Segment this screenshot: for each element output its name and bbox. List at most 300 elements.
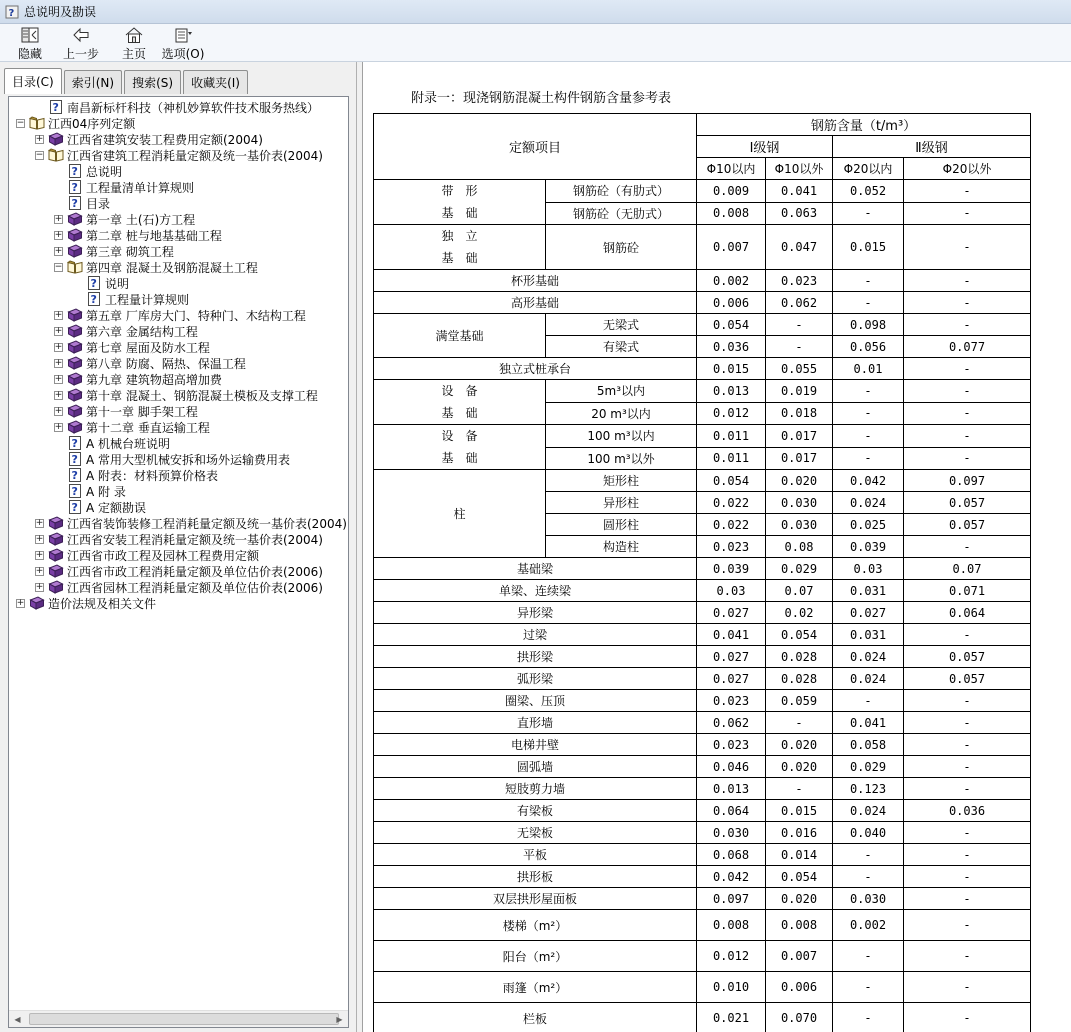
value-cell: 0.059 [766, 690, 833, 712]
nav-tabs [4, 70, 250, 94]
tree-item-label: 造价法规及相关文件 [48, 596, 157, 611]
row-label: 圆弧墙 [374, 756, 697, 778]
value-cell: - [904, 888, 1031, 910]
table-row [374, 624, 1031, 646]
tree-item[interactable] [9, 307, 348, 323]
header-grade2: Ⅱ级钢 [833, 136, 1031, 158]
row-label: 雨篷（m²） [374, 972, 697, 1003]
svg-text:?: ? [71, 181, 78, 194]
value-cell: 0.057 [904, 492, 1031, 514]
value-cell: 0.002 [697, 270, 766, 292]
value-cell: - [833, 1003, 904, 1032]
row-sublabel: 钢筋砼（无肋式） [546, 202, 697, 225]
value-cell: - [833, 972, 904, 1003]
table-row [374, 910, 1031, 941]
tree-item[interactable] [9, 179, 348, 195]
tree-item-label: 江西省园林工程消耗量定额及单位估价表(2006) [67, 580, 323, 595]
tree-item-label: 总说明 [86, 164, 123, 179]
help-page-icon [67, 467, 83, 483]
row-label: 杯形基础 [374, 270, 697, 292]
book-icon [48, 547, 64, 563]
tree-item[interactable] [9, 99, 348, 115]
row-sublabel: 矩形柱 [546, 470, 697, 492]
book-icon [48, 131, 64, 147]
options-label: 选项(O) [161, 47, 205, 61]
row-sublabel: 无梁式 [546, 314, 697, 336]
value-cell: 0.123 [833, 778, 904, 800]
book-icon [67, 227, 83, 243]
tree-item[interactable] [9, 339, 348, 355]
value-cell: 0.030 [766, 492, 833, 514]
value-cell: 0.03 [697, 580, 766, 602]
book-icon [67, 419, 83, 435]
value-cell: 0.057 [904, 514, 1031, 536]
tree-item-label: 第四章 混凝土及钢筋混凝土工程 [86, 260, 258, 275]
row-label: 异形梁 [374, 602, 697, 624]
row-label: 圈梁、压顶 [374, 690, 697, 712]
tree-item-label: 工程量计算规则 [105, 292, 190, 307]
value-cell: 0.006 [766, 972, 833, 1003]
book-icon [67, 387, 83, 403]
value-cell: - [766, 712, 833, 734]
table-row [374, 225, 1031, 270]
options-icon [173, 26, 193, 44]
value-cell: 0.016 [766, 822, 833, 844]
value-cell: 0.012 [697, 941, 766, 972]
value-cell: 0.021 [697, 1003, 766, 1032]
tree-item[interactable] [9, 243, 348, 259]
svg-text:?: ? [71, 165, 78, 178]
value-cell: 0.030 [697, 822, 766, 844]
book-icon [67, 323, 83, 339]
expand-plus-icon[interactable]: + [54, 389, 63, 400]
tree-item[interactable] [9, 163, 348, 179]
help-page-icon [67, 435, 83, 451]
tree-item-label: 第十二章 垂直运输工程 [86, 420, 210, 435]
rebar-content-table [373, 113, 1031, 1032]
tree-item-label: A 常用大型机械安拆和场外运输费用表 [86, 452, 291, 467]
row-sublabel: 100 m³以内 [546, 425, 697, 448]
value-cell: 0.08 [766, 536, 833, 558]
value-cell: 0.063 [766, 202, 833, 225]
tree-item-label: 江西省建筑安装工程费用定额(2004) [67, 132, 263, 147]
expand-plus-icon[interactable]: + [54, 309, 63, 320]
value-cell: 0.041 [697, 624, 766, 646]
table-row [374, 690, 1031, 712]
tab-index[interactable]: 索引(N) [64, 70, 122, 94]
tree-item-label: 第十章 混凝土、钢筋混凝土模板及支撑工程 [86, 388, 318, 403]
tree-spacer [54, 183, 63, 192]
tree-spacer [54, 167, 63, 176]
expand-plus-icon[interactable]: + [54, 341, 63, 352]
value-cell: 0.020 [766, 756, 833, 778]
collapse-minus-icon[interactable]: − [16, 117, 25, 128]
group-label: 满堂基础 [374, 314, 546, 358]
row-label: 弧形梁 [374, 668, 697, 690]
tree-item[interactable] [9, 499, 348, 515]
book-icon [48, 531, 64, 547]
value-cell: 0.062 [766, 292, 833, 314]
tree-item[interactable] [9, 595, 348, 611]
book-icon [67, 355, 83, 371]
tab-search[interactable]: 搜索(S) [124, 70, 181, 94]
value-cell: - [904, 910, 1031, 941]
value-cell: 0.029 [766, 558, 833, 580]
tree-item[interactable] [9, 387, 348, 403]
expand-plus-icon[interactable]: + [54, 325, 63, 336]
header-content: 钢筋含量（t/m³） [697, 114, 1031, 136]
value-cell: 0.012 [697, 402, 766, 425]
tree-item[interactable] [9, 259, 348, 275]
table-row [374, 972, 1031, 1003]
tree-item[interactable] [9, 419, 348, 435]
value-cell: 0.029 [833, 756, 904, 778]
tree-item[interactable] [9, 435, 348, 451]
tree-item[interactable] [9, 211, 348, 227]
row-label: 平板 [374, 844, 697, 866]
value-cell: - [766, 314, 833, 336]
header-grade1: Ⅰ级钢 [697, 136, 833, 158]
expand-plus-icon[interactable]: + [54, 405, 63, 416]
row-label: 栏板 [374, 1003, 697, 1032]
expand-plus-icon[interactable]: + [54, 357, 63, 368]
value-cell: 0.023 [697, 690, 766, 712]
value-cell: - [904, 822, 1031, 844]
tree-spacer [35, 103, 44, 112]
tree-item[interactable] [9, 131, 348, 147]
value-cell: 0.024 [833, 646, 904, 668]
row-label: 无梁板 [374, 822, 697, 844]
row-sublabel: 有梁式 [546, 336, 697, 358]
help-page-icon [67, 195, 83, 211]
value-cell: 0.002 [833, 910, 904, 941]
tree-item-label: 南昌新标杆科技（神机妙算软件技术服务热线） [67, 100, 320, 115]
tree-item[interactable] [9, 467, 348, 483]
value-cell: 0.024 [833, 492, 904, 514]
expand-plus-icon[interactable]: + [54, 421, 63, 432]
open-book-icon [48, 147, 64, 163]
table-row [374, 941, 1031, 972]
tree-item-label: 江西省市政工程及园林工程费用定额 [67, 548, 260, 563]
table-row [374, 380, 1031, 403]
toolbar [0, 24, 1071, 62]
tree-item[interactable] [9, 291, 348, 307]
tree-item-label: 第一章 土(石)方工程 [86, 212, 196, 227]
value-cell: 0.062 [697, 712, 766, 734]
value-cell: 0.054 [697, 314, 766, 336]
group-label: 柱 [374, 470, 546, 558]
header-item: 定额项目 [374, 114, 697, 180]
row-label: 有梁板 [374, 800, 697, 822]
table-row [374, 358, 1031, 380]
value-cell: - [904, 180, 1031, 203]
table-row [374, 602, 1031, 624]
tree-spacer [54, 199, 63, 208]
value-cell: - [904, 225, 1031, 270]
svg-text:?: ? [71, 453, 78, 466]
tree-item[interactable] [9, 579, 348, 595]
value-cell: 0.030 [766, 514, 833, 536]
table-row [374, 580, 1031, 602]
help-page-icon [67, 451, 83, 467]
value-cell: 0.023 [697, 536, 766, 558]
tree-spacer [54, 439, 63, 448]
back-button[interactable] [52, 24, 110, 62]
home-button[interactable] [110, 24, 158, 62]
value-cell: 0.015 [697, 358, 766, 380]
tree-item[interactable] [9, 195, 348, 211]
value-cell: - [833, 402, 904, 425]
table-row [374, 866, 1031, 888]
row-label: 单梁、连续梁 [374, 580, 697, 602]
value-cell: 0.03 [833, 558, 904, 580]
value-cell: - [904, 734, 1031, 756]
book-icon [67, 371, 83, 387]
svg-text:?: ? [90, 277, 97, 290]
value-cell: - [904, 536, 1031, 558]
value-cell: 0.024 [833, 800, 904, 822]
value-cell: - [766, 778, 833, 800]
header-col4: Φ20以外 [904, 158, 1031, 180]
expand-plus-icon[interactable]: + [35, 533, 44, 544]
book-icon [48, 515, 64, 531]
svg-text:?: ? [52, 101, 59, 114]
value-cell: 0.013 [697, 380, 766, 403]
expand-plus-icon[interactable]: + [54, 245, 63, 256]
title-bar [0, 0, 1071, 24]
expand-plus-icon[interactable]: + [35, 133, 44, 144]
value-cell: - [904, 270, 1031, 292]
tab-favorites[interactable]: 收藏夹(I) [183, 70, 248, 94]
book-icon [67, 243, 83, 259]
value-cell: 0.031 [833, 580, 904, 602]
tree-item-label: 工程量清单计算规则 [86, 180, 195, 195]
value-cell: 0.02 [766, 602, 833, 624]
expand-plus-icon[interactable]: + [16, 597, 25, 608]
value-cell: - [904, 866, 1031, 888]
value-cell: 0.022 [697, 514, 766, 536]
tree-item[interactable] [9, 451, 348, 467]
value-cell: 0.041 [833, 712, 904, 734]
value-cell: - [766, 336, 833, 358]
value-cell: 0.055 [766, 358, 833, 380]
table-row [374, 180, 1031, 203]
book-icon [48, 579, 64, 595]
tree-item[interactable] [9, 323, 348, 339]
help-page-icon [67, 483, 83, 499]
value-cell: - [904, 425, 1031, 448]
value-cell: 0.036 [904, 800, 1031, 822]
book-icon [67, 307, 83, 323]
book-icon [29, 595, 45, 611]
tree-list [9, 99, 348, 611]
value-cell: 0.070 [766, 1003, 833, 1032]
tree-item[interactable] [9, 563, 348, 579]
tree-item[interactable] [9, 147, 348, 163]
tree-item-label: 第十一章 脚手架工程 [86, 404, 198, 419]
tree-spacer [54, 503, 63, 512]
tree-item[interactable] [9, 371, 348, 387]
tree-item-label: 第五章 厂库房大门、特种门、木结构工程 [86, 308, 306, 323]
tree-item[interactable] [9, 227, 348, 243]
row-label: 独立式桩承台 [374, 358, 697, 380]
collapse-minus-icon[interactable]: − [35, 149, 44, 160]
value-cell: - [904, 690, 1031, 712]
tree-item[interactable] [9, 515, 348, 531]
value-cell: 0.008 [766, 910, 833, 941]
scrollbar-thumb[interactable] [29, 1013, 339, 1025]
value-cell: 0.057 [904, 668, 1031, 690]
table-row [374, 822, 1031, 844]
value-cell: - [904, 202, 1031, 225]
value-cell: 0.013 [697, 778, 766, 800]
table-row [374, 646, 1031, 668]
tree-item-label: 第三章 砌筑工程 [86, 244, 174, 259]
scroll-left-icon[interactable]: ◀ [14, 1014, 21, 1024]
svg-text:?: ? [8, 7, 15, 19]
value-cell: - [904, 844, 1031, 866]
header-col3: Φ20以内 [833, 158, 904, 180]
svg-text:?: ? [71, 469, 78, 482]
window-title: 总说明及勘误 [24, 5, 97, 19]
value-cell: 0.015 [833, 225, 904, 270]
value-cell: 0.077 [904, 336, 1031, 358]
expand-plus-icon[interactable]: + [54, 373, 63, 384]
value-cell: 0.027 [697, 602, 766, 624]
tab-contents[interactable]: 目录(C) [4, 68, 62, 94]
contents-tree[interactable] [8, 96, 349, 1028]
value-cell: 0.018 [766, 402, 833, 425]
table-row [374, 756, 1031, 778]
value-cell: 0.010 [697, 972, 766, 1003]
table-row [374, 778, 1031, 800]
tree-item-label: 第八章 防腐、隔热、保温工程 [86, 356, 246, 371]
book-icon [67, 403, 83, 419]
value-cell: 0.023 [766, 270, 833, 292]
value-cell: 0.054 [766, 624, 833, 646]
value-cell: - [904, 314, 1031, 336]
value-cell: 0.028 [766, 646, 833, 668]
horizontal-scrollbar[interactable] [9, 1010, 348, 1027]
expand-plus-icon[interactable]: + [35, 565, 44, 576]
expand-plus-icon[interactable]: + [35, 517, 44, 528]
navigation-pane [0, 62, 357, 1032]
value-cell: - [904, 292, 1031, 314]
value-cell: 0.098 [833, 314, 904, 336]
value-cell: - [833, 380, 904, 403]
value-cell: 0.027 [697, 668, 766, 690]
value-cell: - [904, 402, 1031, 425]
value-cell: - [833, 292, 904, 314]
home-icon [124, 26, 144, 44]
row-sublabel: 圆形柱 [546, 514, 697, 536]
value-cell: 0.036 [697, 336, 766, 358]
tree-item-label: 说明 [105, 276, 130, 291]
value-cell: 0.025 [833, 514, 904, 536]
tree-item[interactable] [9, 547, 348, 563]
tree-item[interactable] [9, 355, 348, 371]
tree-item-label: 江西省市政工程消耗量定额及单位估价表(2006) [67, 564, 323, 579]
value-cell: 0.031 [833, 624, 904, 646]
tree-item-label: A 机械台班说明 [86, 436, 171, 451]
svg-text:?: ? [71, 197, 78, 210]
value-cell: 0.097 [904, 470, 1031, 492]
expand-plus-icon[interactable]: + [35, 549, 44, 560]
value-cell: - [904, 447, 1031, 470]
value-cell: 0.064 [697, 800, 766, 822]
table-row [374, 668, 1031, 690]
value-cell: 0.058 [833, 734, 904, 756]
value-cell: 0.047 [766, 225, 833, 270]
expand-plus-icon[interactable]: + [35, 581, 44, 592]
value-cell: 0.071 [904, 580, 1031, 602]
svg-text:?: ? [71, 485, 78, 498]
tree-item[interactable] [9, 403, 348, 419]
value-cell: 0.068 [697, 844, 766, 866]
table-row [374, 470, 1031, 492]
svg-text:?: ? [71, 437, 78, 450]
tree-spacer [54, 471, 63, 480]
tree-item[interactable] [9, 483, 348, 499]
row-label: 双层拱形屋面板 [374, 888, 697, 910]
document-title: 附录一：现浇钢筋混凝土构件钢筋含量参考表 [411, 91, 672, 106]
value-cell: 0.039 [833, 536, 904, 558]
expand-plus-icon[interactable]: + [54, 229, 63, 240]
value-cell: 0.019 [766, 380, 833, 403]
help-app-icon [5, 5, 19, 19]
value-cell: - [833, 690, 904, 712]
value-cell: 0.011 [697, 425, 766, 448]
book-icon [67, 211, 83, 227]
value-cell: 0.057 [904, 646, 1031, 668]
value-cell: 0.014 [766, 844, 833, 866]
tree-item[interactable] [9, 115, 348, 131]
tree-item-label: 第六章 金属结构工程 [86, 324, 198, 339]
value-cell: 0.056 [833, 336, 904, 358]
tree-item-label: 江西省装饰装修工程消耗量定额及统一基价表(2004) [67, 516, 347, 531]
tree-item[interactable] [9, 531, 348, 547]
value-cell: - [904, 712, 1031, 734]
group-label: 独 立 基 础 [374, 225, 546, 270]
value-cell: 0.097 [697, 888, 766, 910]
value-cell: - [833, 866, 904, 888]
table-row [374, 270, 1031, 292]
value-cell: 0.07 [904, 558, 1031, 580]
collapse-minus-icon[interactable]: − [54, 261, 63, 272]
value-cell: - [904, 380, 1031, 403]
value-cell: 0.054 [766, 866, 833, 888]
row-label: 拱形板 [374, 866, 697, 888]
options-button[interactable] [158, 24, 208, 62]
value-cell: 0.017 [766, 447, 833, 470]
hide-button[interactable] [8, 24, 52, 62]
tree-item-label: A 定额勘误 [86, 500, 147, 515]
help-page-icon [48, 99, 64, 115]
group-label: 设 备 基 础 [374, 380, 546, 425]
row-label: 基础梁 [374, 558, 697, 580]
value-cell: 0.015 [766, 800, 833, 822]
row-sublabel: 100 m³以外 [546, 447, 697, 470]
book-icon [67, 339, 83, 355]
table-row [374, 425, 1031, 448]
value-cell: 0.020 [766, 470, 833, 492]
scroll-right-icon[interactable]: ▶ [336, 1014, 343, 1024]
open-book-icon [67, 259, 83, 275]
expand-plus-icon[interactable]: + [54, 213, 63, 224]
value-cell: 0.023 [697, 734, 766, 756]
table-row [374, 734, 1031, 756]
tree-item[interactable] [9, 275, 348, 291]
